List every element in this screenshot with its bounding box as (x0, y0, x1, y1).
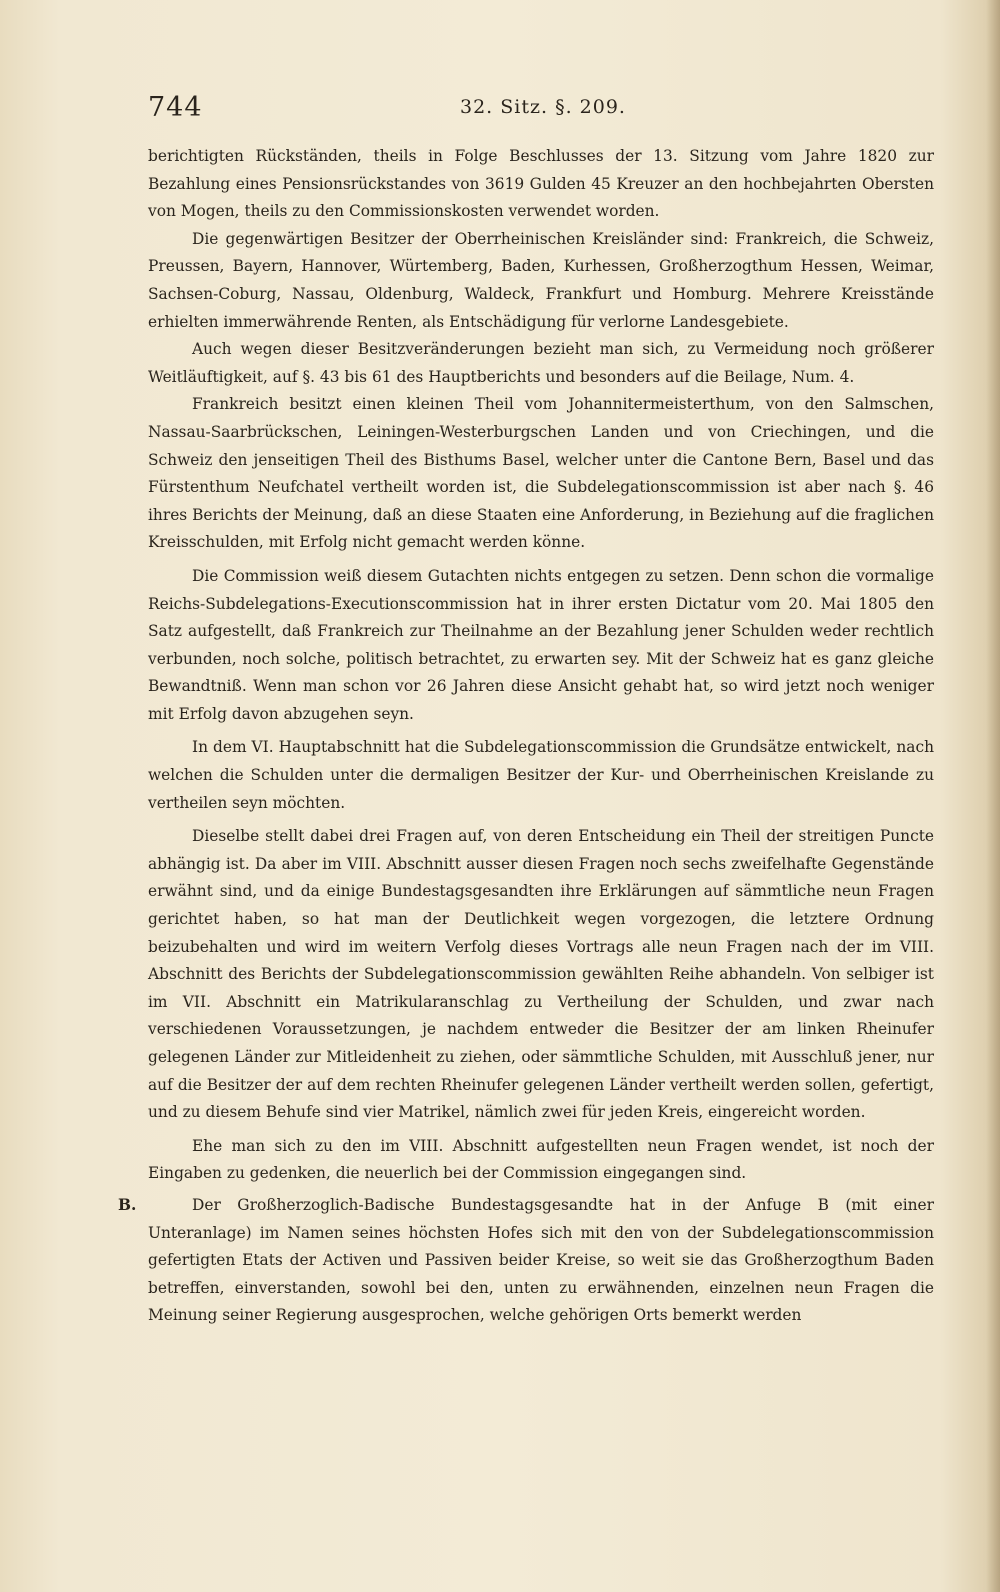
paragraph: berichtigten Rückständen, theils in Folge Beschlusses der 13. Sitzung vom Jahre 1820 zur Bezahlung eines Pensionsrückstandes von 3619 Gulden 45 Kreuzer an den hochbejahrten Obersten von Mogen, theils zu den Commissionskosten verwendet worden. (148, 147, 934, 221)
paragraph-b-text: Der Großherzoglich-Badische Bundestagsgesandte hat in der Anfuge B (mit einer Unteranlage) im Namen seines höchsten Hofes sich mit den von der Subdelegationscommission gefertigten Etats der Activen und Passiven beider Kreise, so weit sie das Großherzogthum Baden betreffen, einverstanden, sowohl bei den, unten zu erwähnenden, einzelnen neun Fragen die Meinung seiner Regierung ausgesprochen, welche gehörigen Orts bemerkt werden (148, 1195, 934, 1325)
paragraph: Dieselbe stellt dabei drei Fragen auf, von deren Entscheidung ein Theil der streitigen Puncte abhängig ist. Da aber im VIII. Abschnitt ausser diesen Fragen noch sechs zweifelhafte Gegenstände erwähnt sind, und da einige Bundestagsgesandten ihre Erklärungen auf sämmtliche neun Fragen gerichtet haben, so hat man der Deutlichkeit wegen vorgezogen, die letztere Ordnung beizubehalten und wird im weitern Verfolg dieses Vortrags alle neun Fragen nach der im VIII. Abschnitt des Berichts der Subdelegationscommission gewählten Reihe abhandeln. Von selbiger ist im VII. Abschnitt ein Matrikularanschlag zu Vertheilung der Schulden, und zwar nach verschiedenen Voraussetzungen, je nachdem entweder die Besitzer der am linken Rheinufer gelegenen Länder zur Mitleidenheit zu ziehen, oder sämmtliche Schulden, mit Ausschluß jener, nur auf die Besitzer der auf dem rechten Rheinufer gelegenen Länder vertheilt werden sollen, gefertigt, und zu diesem Behufe sind vier Matrikel, nämlich zwei für jeden Kreis, eingereicht worden. (148, 827, 934, 1122)
page-number: 744 (148, 92, 203, 123)
margin-label: B. (118, 1195, 137, 1214)
paragraph: Ehe man sich zu den im VIII. Abschnitt aufgestellten neun Fragen wendet, ist noch der Eingaben zu gedenken, die neuerlich bei der Commission eingegangen sind. (148, 1136, 934, 1183)
page-body (118, 143, 934, 1330)
paragraph-b (118, 1192, 934, 1330)
paragraph: Die Commission weiß diesem Gutachten nichts entgegen zu setzen. Denn schon die vormalige Reichs-Subdelegations-Executionscommission hat in ihrer ersten Dictatur vom 20. Mai 1805 den Satz aufgestellt, daß Frankreich zur Theilnahme an der Bezahlung jener Schulden weder rechtlich verbunden, noch solche, politisch betrachtet, zu erwarten sey. Mit der Schweiz hat es ganz gleiche Bewandtniß. Wenn man schon vor 26 Jahren diese Ansicht gehabt hat, so wird jetzt noch weniger mit Erfolg davon abzugehen seyn. (148, 566, 934, 723)
paragraph: Auch wegen dieser Besitzveränderungen bezieht man sich, zu Vermeidung noch größerer Weitläuftigkeit, auf §. 43 bis 61 des Hauptberichts und besonders auf die Beilage, Num. 4. (148, 340, 934, 386)
paragraph: Frankreich besitzt einen kleinen Theil vom Johannitermeisterthum, von den Salmschen, Nassau-Saarbrückschen, Leiningen-Westerburgschen Landen und von Criechingen, und die Schweiz den jenseitigen Theil des Bisthums Basel, welcher unter die Cantone Bern, Basel und das Fürstenthum Neufchatel vertheilt worden ist, die Subdelegationscommission ist aber nach §. 46 ihres Berichts der Meinung, daß an diese Staaten eine Anforderung, in Beziehung auf die fraglichen Kreisschulden, mit Erfolg nicht gemacht werden könne. (148, 395, 934, 552)
running-head: 32. Sitz. §. 209. (460, 96, 626, 118)
page-header (148, 92, 934, 132)
paragraph: Die gegenwärtigen Besitzer der Oberrheinischen Kreisländer sind: Frankreich, die Schweiz, Preussen, Bayern, Hannover, Würtemberg, Baden, Kurhessen, Großherzogthum Hessen, Weimar, Sachsen-Coburg, Nassau, Oldenburg, Waldeck, Frankfurt und Homburg. Mehrere Kreisstände erhielten immerwährende Renten, als Entschädigung für verlorne Landesgebiete. (148, 229, 934, 331)
paragraph: In dem VI. Hauptabschnitt hat die Subdelegationscommission die Grundsätze entwickelt, nach welchen die Schulden unter die dermaligen Besitzer der Kur- und Oberrheinischen Kreislande zu vertheilen seyn möchten. (148, 738, 934, 812)
